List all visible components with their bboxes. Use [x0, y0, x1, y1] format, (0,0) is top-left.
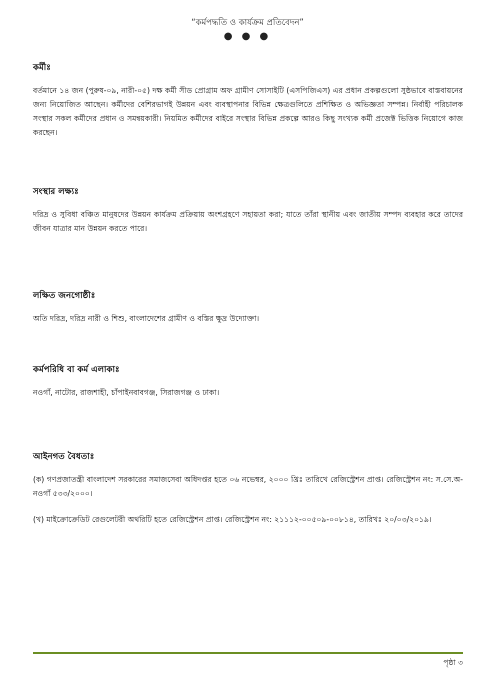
legal-item-1: (ক) গণপ্রজাতন্ত্রী বাংলাদেশ সরকারের সমাজসেবা অধিদপ্তর হতে ০৬ নভেম্বর, ২০০০ খ্রিঃ তারিখে রেজিস্ট্রেশন প্রাপ্ত। রেজিস্ট্রেশন নং: স.সে.অ-নওগাঁ ৫৩৩/২০০০।	[33, 475, 463, 498]
header-dots: ● ● ●	[223, 31, 272, 42]
section-heading-staff: কর্মীঃ	[33, 63, 51, 73]
section-target-group	[33, 290, 463, 326]
footer-rule	[33, 652, 463, 654]
section-text-goal: দরিদ্র ও সুবিধা বঞ্চিত মানুষদের উন্নয়ন কার্যক্রম প্রক্রিয়ায় অংশগ্রহণে সহায়তা করা; যাতে তাঁরা স্থানীয় এবং জাতীয় সম্পদ ব্যবহার করে তাদের জীবন যাত্রার মান উন্নয়ন করতে পারে।	[33, 210, 463, 233]
legal-item-2: (খ) মাইক্রোক্রেডিট রেগুলেটরী অথরিটি হতে রেজিস্ট্রেশন প্রাপ্ত। রেজিস্ট্রেশন নং: ২১১১২-০০৫০৯-০০৮১৪, তারিখঃ ২০/০৩/২০১৯।	[33, 515, 432, 524]
page-number: পৃষ্ঠা ৩	[443, 658, 463, 667]
section-staff	[33, 62, 463, 140]
section-heading-goal: সংস্থার লক্ষ্যঃ	[33, 187, 79, 197]
section-heading-area: কর্মপরিধি বা কর্ম এলাকাঃ	[33, 365, 120, 375]
section-heading-legal: আইনগত বৈধতাঃ	[33, 452, 95, 462]
section-goal	[33, 186, 463, 236]
section-heading-target: লক্ষিত জনগোষ্ঠীঃ	[33, 291, 96, 301]
section-text-area: নওগাঁ, নাটোর, রাজশাহী, চাঁপাইনবাবগঞ্জ, সিরাজগঞ্জ ও ঢাকা।	[33, 388, 220, 397]
section-work-area	[33, 364, 463, 400]
section-text-staff: বর্তমানে ১৪ জন (পুরুষ-০৯, নারী-০৫) দক্ষ কর্মী সীড প্রোগ্রাম অফ গ্রামীণ সোসাইটি (এসপিজিএস) এর প্রধান প্রকল্পগুলো সুষ্ঠভাবে বাস্তবায়নের জন্য নিয়োজিত আছেন। কর্মীদের বেশিরভাগই উন্নয়ন এবং ব্যবস্থাপনার বিভিন্ন ক্ষেত্রগুলিতে প্রশিক্ষিত ও অভিজ্ঞতা সম্পন্ন। নির্বাহী পরিচালক সংস্থার সকল কর্মীদের প্রধান ও সমন্বয়কারী। নিয়মিত কর্মীদের বাইরে সংস্থার বিভিন্ন প্রকল্পে আরও কিছু সংখ্যক কর্মী প্রজেক্ট ভিত্তিক নিয়োগে কাজ করছেন।	[33, 86, 463, 137]
running-header: “কর্মপদ্ধতি ও কার্যক্রম প্রতিবেদন”	[191, 18, 304, 28]
section-legal-status	[33, 451, 463, 527]
section-text-target: অতি দরিদ্র, দরিদ্র নারী ও শিশু, বাংলাদেশের গ্রামীণ ও বস্তির ক্ষুদ্র উদ্যোক্তা।	[33, 314, 260, 323]
